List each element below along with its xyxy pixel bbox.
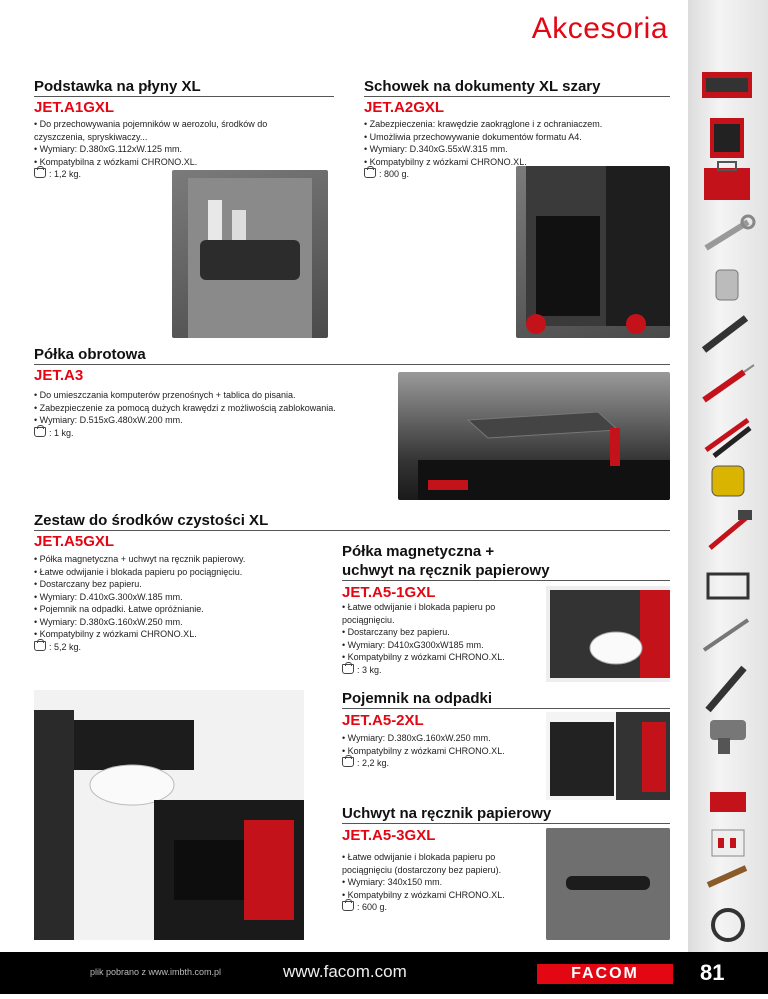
steering-wheel-icon — [713, 910, 743, 940]
weight-value: : 1 kg. — [49, 427, 74, 438]
product-photo-a52 — [546, 712, 670, 800]
weight-icon — [34, 427, 46, 437]
hammer-icon — [710, 510, 752, 548]
spec-line: • Półka magnetyczna + uchwyt na ręcznik papierowy. — [34, 554, 246, 564]
screwdriver-icon — [704, 365, 754, 400]
spec-line: • Kompatybilny z wózkami CHRONO.XL. — [342, 889, 505, 900]
spec-line: • Wymiary: D.410xG.300xW.185 mm. — [34, 591, 183, 602]
weight-icon — [342, 757, 354, 767]
magnetic-shelf-illustration — [546, 586, 670, 682]
product-code-a53: JET.A5-3GXL — [342, 827, 436, 844]
section-title-a1: Podstawka na płyny XL — [34, 78, 201, 95]
pliers-icon — [706, 420, 750, 456]
weight-value: : 5,2 kg. — [49, 641, 82, 652]
product-photo-a2 — [516, 166, 670, 338]
section-title-a3: Półka obrotowa — [34, 346, 146, 363]
spec-line: • Dostarczany bez papieru. — [34, 579, 142, 589]
section-title-a5: Zestaw do środków czystości XL — [34, 512, 269, 529]
spec-line: • Zabezpieczenie za pomocą dużych krawędzi z możliwością zablokowania. — [34, 402, 336, 413]
product-code-a2: JET.A2GXL — [364, 99, 445, 116]
electrical-icon — [712, 830, 744, 856]
tool-tray-icon — [702, 72, 752, 98]
product-photo-a5 — [34, 690, 304, 940]
product-photo-a1 — [172, 170, 328, 338]
spec-list-a52 — [342, 732, 542, 770]
spec-line: • Wymiary: D.380xG.160xW.250 mm. — [342, 733, 491, 743]
cleaning-kit-illustration — [34, 690, 304, 940]
product-photo-a53 — [546, 828, 670, 940]
spec-list-a5 — [34, 553, 334, 653]
spec-line: • Kompatybilny z wózkami CHRONO.XL. — [34, 629, 197, 639]
spec-line: • Kompatybilny z wózkami CHRONO.XL. — [342, 745, 505, 756]
ratchet-icon — [704, 318, 746, 350]
spec-line: • Wymiary: D.380xG.112xW.125 mm. — [34, 144, 182, 154]
weight-icon — [364, 168, 376, 178]
product-code-a52: JET.A5-2XL — [342, 712, 424, 729]
spec-line: • Wymiary: D410xG300xW185 mm. — [342, 639, 484, 650]
facom-logo: FACOM — [537, 964, 673, 984]
section-rule-a1 — [34, 96, 334, 97]
section-title-a2: Schowek na dokumenty XL szary — [364, 78, 601, 95]
weight-line — [34, 427, 394, 440]
footer-bar — [0, 952, 768, 994]
weight-line — [34, 641, 334, 654]
spec-list-a3 — [34, 389, 394, 439]
spec-line: • Kompatybilna z wózkami CHRONO.XL. — [34, 156, 198, 167]
spec-line: • Łatwe odwijanie i blokada papieru po — [342, 602, 496, 612]
weight-icon — [342, 901, 354, 911]
weight-value: : 1,2 kg. — [49, 169, 82, 179]
spec-line: • Do umieszczania komputerów przenośnych + tablica do pisania. — [34, 390, 296, 400]
section-rule-a51 — [342, 580, 670, 581]
section-rule-a3 — [34, 364, 670, 365]
category-thumbnails — [688, 0, 768, 994]
weight-line — [342, 757, 542, 770]
liquid-holder-illustration — [172, 170, 328, 338]
spec-line: • Do przechowywania pojemników w aerozolu, środków do — [34, 119, 268, 129]
weight-line — [342, 901, 542, 914]
waste-bin-illustration — [546, 712, 670, 800]
spec-line: • Wymiary: D.515xG.480xW.200 mm. — [34, 415, 183, 425]
weight-value: : 600 g. — [357, 902, 388, 912]
cutter-icon — [704, 620, 748, 650]
hacksaw-icon — [708, 574, 748, 598]
towel-holder-illustration — [546, 828, 670, 940]
website-link[interactable]: www.facom.com — [283, 962, 407, 981]
tape-measure-icon — [712, 466, 744, 496]
weight-icon — [34, 168, 46, 178]
spec-line: • Kompatybilny z wózkami CHRONO.XL. — [342, 652, 505, 662]
spec-line: • Pojemnik na odpadki. Łatwe opróżnianie. — [34, 604, 204, 614]
flashlight-icon — [708, 668, 744, 710]
spec-line: pociągnięciu (dostarczony bez papieru). — [342, 864, 502, 875]
section-title-a51-line1: Półka magnetyczna + — [342, 543, 495, 560]
spec-line: • Zabezpieczenia: krawędzie zaokrąglone i z ochraniaczem. — [364, 119, 603, 129]
product-code-a51: JET.A5-1GXL — [342, 584, 436, 601]
vise-icon — [710, 792, 746, 812]
spec-list-a53 — [342, 851, 542, 914]
spec-list-a51 — [342, 601, 542, 676]
section-title-a52: Pojemnik na odpadki — [342, 690, 493, 707]
spec-line: • Wymiary: D.380xG.160xW.250 mm. — [34, 616, 183, 627]
source-note: plik pobrano z www.imbth.com.pl — [90, 967, 222, 977]
spec-line: • Kompatybilny z wózkami CHRONO.XL. — [364, 156, 527, 167]
weight-value: : 3 kg. — [357, 664, 382, 675]
document-holder-illustration — [516, 166, 670, 338]
spec-line: • Wymiary: D.340xG.55xW.315 mm. — [364, 144, 508, 154]
weight-line — [342, 664, 542, 677]
category-sidebar — [688, 0, 768, 994]
spec-line: • Umożliwia przechowywanie dokumentów formatu A4. — [364, 131, 582, 142]
spec-line: • Dostarczany bez papieru. — [342, 627, 450, 637]
section-title-a53: Uchwyt na ręcznik papierowy — [342, 805, 552, 822]
product-code-a1: JET.A1GXL — [34, 99, 115, 116]
rotating-shelf-illustration — [398, 372, 670, 500]
page-title: Akcesoria — [531, 12, 668, 45]
spec-line: pociągnięciu. — [342, 614, 395, 625]
spec-line: • Łatwe odwijanie i blokada papieru po pociągnięciu. — [34, 566, 243, 577]
socket-icon — [716, 270, 738, 300]
product-photo-a3 — [398, 372, 670, 500]
section-rule-a53 — [342, 823, 670, 824]
wrench-icon — [706, 216, 754, 248]
section-rule-a5 — [34, 530, 670, 531]
spec-line: • Łatwe odwijanie i blokada papieru po — [342, 852, 496, 862]
spec-line: czyszczenia, spryskiwaczy... — [34, 131, 148, 142]
tool-cabinet-icon — [710, 118, 744, 158]
impact-wrench-icon — [710, 720, 746, 754]
toolbox-icon — [704, 162, 750, 200]
spec-line: • Wymiary: 340x150 mm. — [342, 877, 443, 887]
section-title-a51-line2: uchwyt na ręcznik papierowy — [342, 562, 550, 579]
weight-icon — [34, 641, 46, 651]
product-photo-a51 — [546, 586, 670, 682]
section-rule-a52 — [342, 708, 670, 709]
page-number: 81 — [700, 960, 725, 985]
weight-icon — [342, 664, 354, 674]
weight-value: : 800 g. — [379, 169, 410, 179]
product-code-a3: JET.A3 — [34, 367, 84, 384]
sensor-icon — [708, 868, 746, 885]
section-rule-a2 — [364, 96, 670, 97]
weight-value: : 2,2 kg. — [357, 758, 390, 768]
product-code-a5: JET.A5GXL — [34, 533, 115, 550]
